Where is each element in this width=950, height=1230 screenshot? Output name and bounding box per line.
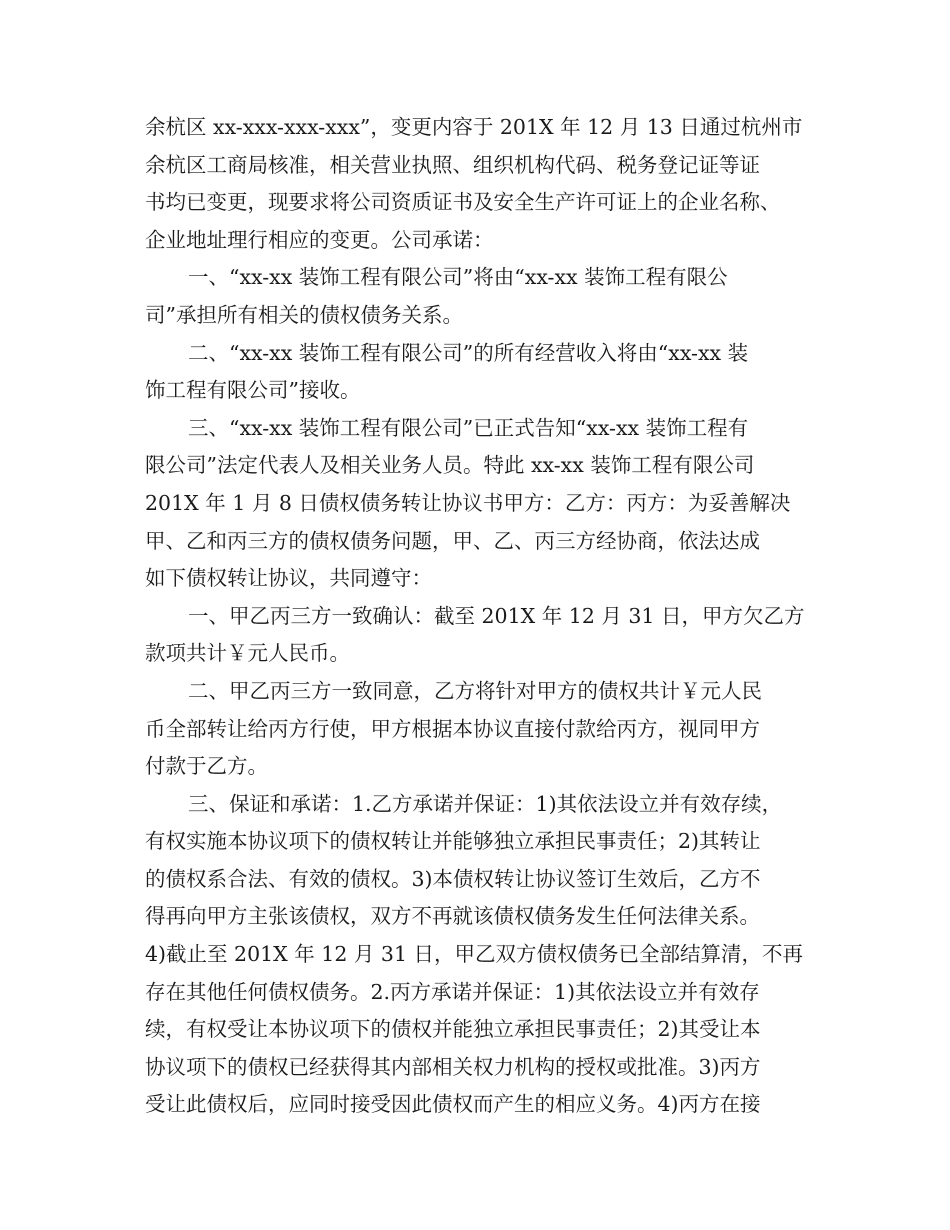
text-line: 得再向甲方主张该债权，双方不再就该债权债务发生任何法律关系。 <box>145 904 760 929</box>
text-line: 余杭区 xx-xxx-xxx-xxx”，变更内容于 201X 年 12 月 13 日通过杭州市 <box>145 115 803 139</box>
text-line: 协议项下的债权已经获得其内部相关权力机构的授权或批准。3)丙方 <box>145 1054 761 1079</box>
text-line: 书均已变更，现要求将公司资质证书及安全生产许可证上的企业名称、 <box>145 190 781 215</box>
text-line: 有权实施本协议项下的债权转让并能够独立承担民事责任；2)其转让 <box>145 829 761 854</box>
text-line: 201X 年 1 月 8 日债权债务转让协议书甲方：乙方：丙方：为妥善解决 <box>145 490 791 515</box>
text-line: 企业地址理行相应的变更。公司承诺： <box>145 227 494 252</box>
text-line: 三、保证和承诺：1.乙方承诺并保证：1)其依法设立并有效存续， <box>188 791 783 816</box>
text-line: 二、“xx-xx 装饰工程有限公司”的所有经营收入将由“xx-xx 装 <box>188 340 749 365</box>
text-line: 余杭区工商局核准，相关营业执照、组织机构代码、税务登记证等证 <box>145 152 760 177</box>
text-line: 饰工程有限公司”接收。 <box>145 378 361 403</box>
text-line: 款项共计￥元人民币。 <box>145 641 350 666</box>
text-line: 一、“xx-xx 装饰工程有限公司”将由“xx-xx 装饰工程有限公 <box>188 265 728 290</box>
text-line: 三、“xx-xx 装饰工程有限公司”已正式告知“xx-xx 装饰工程有 <box>188 415 749 440</box>
text-line: 甲、乙和丙三方的债权债务问题，甲、乙、丙三方经协商，依法达成 <box>145 528 760 553</box>
document-body <box>145 109 805 1124</box>
text-line: 续，有权受让本协议项下的债权并能独立承担民事责任；2)其受让本 <box>145 1017 761 1042</box>
text-line: 存在其他任何债权债务。2.丙方承诺并保证：1)其依法设立并有效存 <box>145 979 760 1004</box>
text-line: 受让此债权后，应同时接受因此债权而产生的相应义务。4)丙方在接 <box>145 1092 761 1117</box>
text-line: 二、甲乙丙三方一致同意，乙方将针对甲方的债权共计￥元人民 <box>188 678 762 703</box>
text-line: 币全部转让给丙方行使，甲方根据本协议直接付款给丙方，视同甲方 <box>145 716 760 741</box>
text-line: 如下债权转让协议，共同遵守： <box>145 566 432 591</box>
text-line: 司”承担所有相关的债权债务关系。 <box>145 302 463 327</box>
text-line: 一、甲乙丙三方一致确认：截至 201X 年 12 月 31 日，甲方欠乙方 <box>188 603 805 628</box>
text-line: 付款于乙方。 <box>145 754 268 779</box>
text-line: 限公司”法定代表人及相关业务人员。特此 xx-xx 装饰工程有限公司 <box>145 453 755 478</box>
text-line: 的债权系合法、有效的债权。3)本债权转让协议签订生效后，乙方不 <box>145 866 761 891</box>
text-line: 4)截止至 201X 年 12 月 31 日，甲乙双方债权债务已全部结算清，不再 <box>145 942 804 967</box>
